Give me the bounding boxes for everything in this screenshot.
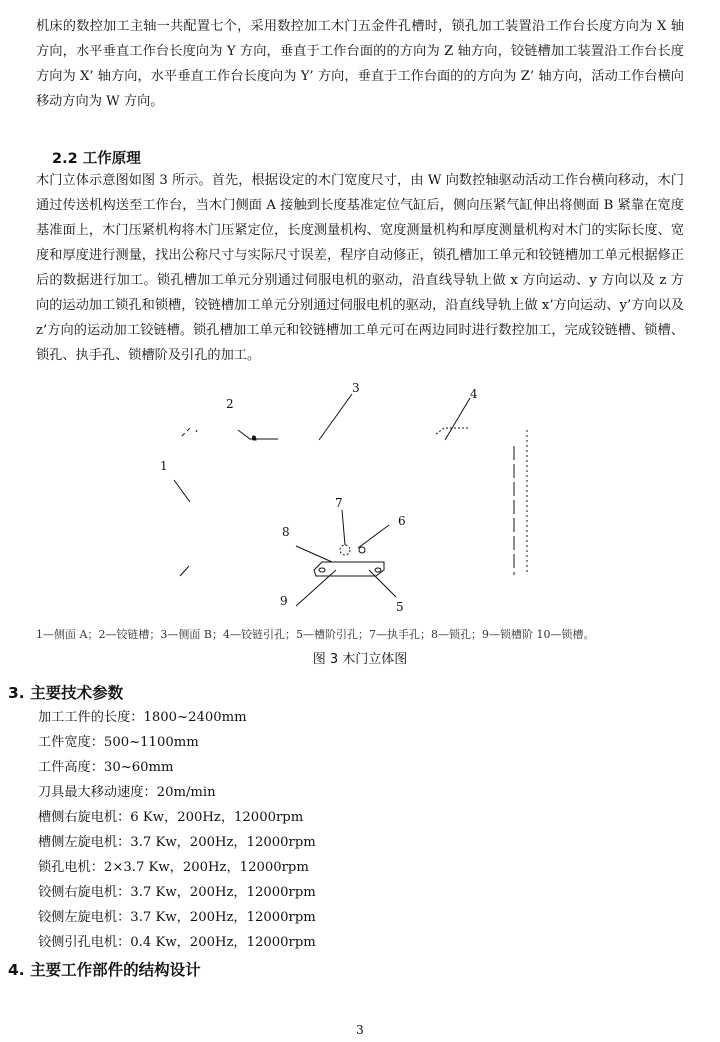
section-3-heading: 3. 主要技术参数 (8, 684, 124, 702)
side-a-leader (174, 480, 190, 502)
figure-label-4: 4 (470, 387, 478, 401)
figure-label-1: 1 (160, 459, 168, 473)
param-hinge-right-motor: 铰侧右旋电机：3.7 Kw，200Hz，12000rpm (38, 885, 316, 900)
figure-label-7: 7 (335, 496, 343, 510)
handle-hole-shape (340, 545, 350, 555)
door-figure (0, 370, 720, 620)
lock-hole-shape (359, 547, 365, 553)
param-slot-right-motor: 槽侧右旋电机：6 Kw，200Hz，12000rpm (38, 810, 304, 825)
section-4-heading: 4. 主要工作部件的结构设计 (8, 961, 201, 979)
step-hole-leader (369, 570, 396, 597)
intro-paragraph (36, 14, 684, 114)
intro-text: 机床的数控加工主轴一共配置七个，采用数控加工木门五金件孔槽时，锁孔加工装置沿工作台长度方向为 X 轴方向，水平垂直工作台长度向为 Y 方向，垂直于工作台面的的方向为 Z 轴方向，铰链槽加工装置沿工作台长度方向为 X’ 轴方向，水平垂直工作台长度向为 Y’ 方向，垂直于工作台面的的方向为 Z’ 轴方向，活动工作台横向移动方向为 W 方向。 (36, 19, 684, 109)
figure-label-6: 6 (398, 514, 406, 528)
door-tick-mark (196, 430, 197, 432)
param-workpiece-width: 工件宽度：500~1100mm (38, 735, 199, 750)
param-slot-left-motor: 槽侧左旋电机：3.7 Kw，200Hz，12000rpm (38, 835, 316, 850)
door-outline (174, 394, 527, 606)
param-hinge-pilot-motor: 铰侧引孔电机：0.4 Kw，200Hz，12000rpm (38, 935, 316, 950)
door-top-left-edge (182, 428, 190, 436)
section-2-2-text: 木门立体示意图如图 3 所示。首先，根据设定的木门宽度尺寸，由 W 向数控轴驱动活动工作台横向移动，木门通过传送机构送至工作台，当木门侧面 A 接触到长度基准定位气缸后，侧向压紧气缸伸出将侧面 B 紧靠在宽度基准面上，木门压紧机构将木门压紧定位，长度测量机构、宽度测量机构和厚度测量机构对木门的实际长度、宽度和厚度进行测量，找出公称尺寸与实际尺寸误差，程序自动修正，锁孔槽加工单元和铰链槽加工单元根据修正后的数据进行加工。锁孔槽加工单元分别通过伺服电机的驱动，沿直线导轨上做 x 方向运动、y 方向以及 z 方向的运动加工锁孔和锁槽，铰链槽加工单元分别通过伺服电机的驱动，沿直线导轨上做 x’方向运动、y’方向以及 z’方向的运动加工铰链槽。锁孔槽加工单元和铰链槽加工单元可在两边同时进行数控加工，完成铰链槽、锁槽、锁孔、执手孔、锁槽阶及引孔的加工。 (36, 173, 684, 363)
handle-hole-leader (342, 510, 345, 545)
figure-label-9: 9 (280, 594, 288, 608)
param-workpiece-length: 加工工件的长度：1800~2400mm (38, 710, 247, 725)
param-lock-hole-motor: 锁孔电机：2×3.7 Kw，200Hz，12000rpm (38, 860, 309, 875)
page-number: 3 (356, 1023, 364, 1037)
parameter-list (38, 705, 316, 955)
figure-label-3: 3 (352, 381, 360, 395)
door-bottom-left-edge (180, 566, 189, 576)
figure-label-8: 8 (282, 525, 290, 539)
hinge-slot-mark: a (252, 434, 257, 442)
section-2-2-heading: 2.2 工作原理 (52, 151, 141, 167)
lock-slot-end-left (319, 568, 325, 572)
hinge-hole-leader (445, 398, 470, 440)
lock-hole-leader (296, 546, 332, 562)
figure-label-2: 2 (226, 397, 234, 411)
param-hinge-left-motor: 铰侧左旋电机：3.7 Kw，200Hz，12000rpm (38, 910, 316, 925)
side-6-leader (358, 525, 389, 548)
figure-caption: 图 3 木门立体图 (312, 652, 408, 667)
param-tool-speed: 刀具最大移动速度：20m/min (38, 785, 216, 800)
hinge-slot-shape (238, 430, 278, 439)
param-workpiece-height: 工件高度：30~60mm (38, 760, 174, 775)
figure-number-labels (160, 381, 478, 614)
section-2-2-paragraph (36, 168, 684, 368)
figure-legend: 1—侧面 A；2—铰链槽；3—侧面 B；4—铰链引孔；5—槽阶引孔；7—执手孔；8—锁孔；9—锁槽阶 10—锁槽。 (36, 628, 595, 641)
side-b-leader (319, 394, 352, 440)
figure-label-5: 5 (396, 600, 404, 614)
lock-slot-end-right (375, 568, 381, 572)
